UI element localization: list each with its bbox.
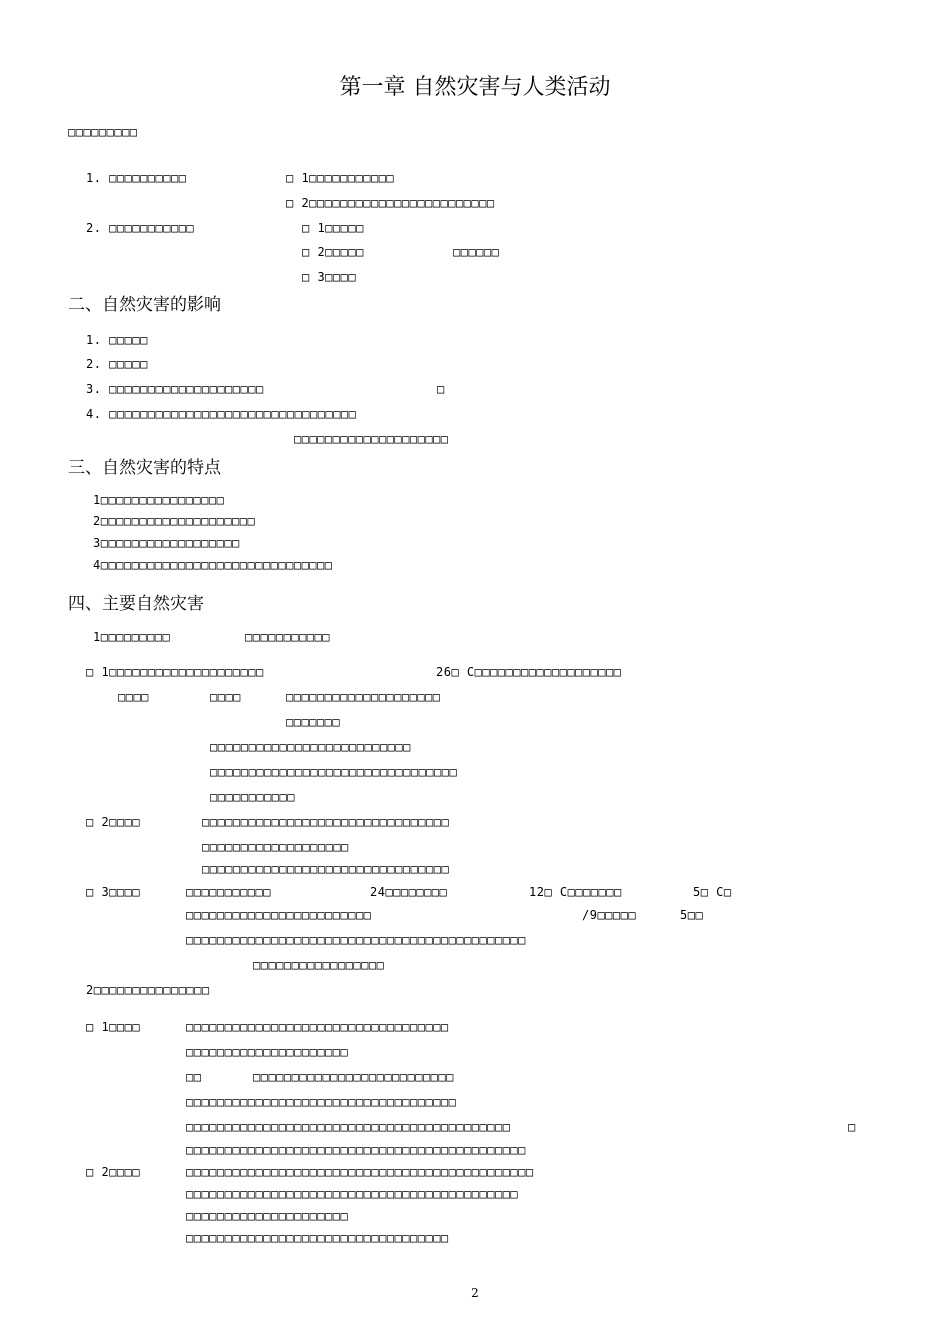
section-4-heading: 四、主要自然灾害 bbox=[68, 594, 204, 614]
list-item: 3□□□□□□□□□□□□□□□□□□ bbox=[93, 536, 240, 550]
list-item: □□□□□□□□□□□□□□□□□□□□□ bbox=[186, 1209, 349, 1223]
list-item: □□□□□□□□□□□□□□□□□□□□□□□□□□□□□□□□ bbox=[210, 765, 458, 779]
list-item: □□□□□□□□□□□□□□□□□□□□□□□□□□□□□□□□ bbox=[202, 862, 450, 876]
list-item: □□□□□□□□□□□□□□□□□□□□ bbox=[294, 432, 449, 446]
list-item: □□□□□□□□□□□□□□□□□□□□□ bbox=[186, 1045, 349, 1059]
list-item: 1□□□□□□□□□ bbox=[93, 630, 171, 644]
list-item: 2□□□□□□□□□□□□□□□□□□□□ bbox=[93, 514, 256, 528]
list-item: 2. □□□□□ bbox=[86, 357, 148, 371]
list-item: 5□ C□ bbox=[693, 885, 732, 899]
list-item: □□□□□□□□□□□ bbox=[186, 885, 271, 899]
list-item: □□□□□□□□□□□□□□□□□□□□□□□□□□□□□□□□□□□□□□□□□□□□ bbox=[186, 1143, 526, 1157]
section-3-heading: 三、自然灾害的特点 bbox=[68, 458, 221, 478]
list-item: □□□□□□□□□□□□□□□□□□□□□□□□□□□□□□□□□□□□□□□□□□□□ bbox=[186, 933, 526, 947]
list-item: 1. □□□□□ bbox=[86, 333, 148, 347]
list-item: □ 1□□□□ bbox=[86, 1020, 141, 1034]
list-item: □ 1□□□□□□□□□□□□□□□□□□□□ bbox=[86, 665, 264, 679]
list-item: □ 3□□□□ bbox=[302, 270, 357, 284]
list-item: □ 2□□□□□□□□□□□□□□□□□□□□□□□□ bbox=[286, 196, 495, 210]
list-item: 2. □□□□□□□□□□□ bbox=[86, 221, 195, 235]
list-item: □ bbox=[437, 382, 445, 396]
list-item: 5□□ bbox=[680, 908, 704, 922]
list-item: 4□□□□□□□□□□□□□□□□□□□□□□□□□□□□□□ bbox=[93, 558, 333, 572]
list-item: □□□□□□□□□□□□□□□□□□□□□□□□□□ bbox=[253, 1070, 454, 1084]
page-title: 第一章 自然灾害与人类活动 bbox=[339, 75, 611, 100]
page-number: 2 bbox=[471, 1286, 479, 1300]
list-item: □ 2□□□□ bbox=[86, 815, 141, 829]
list-item: □□ bbox=[186, 1070, 202, 1084]
list-item: □ 2□□□□ bbox=[86, 1165, 141, 1179]
list-item: □□□□□□□□□□□□□□□□□□□□□□□□□□□□□□□□□□□□□□□□□□ bbox=[186, 1120, 511, 1134]
list-item: □□□□□□□ bbox=[286, 715, 341, 729]
list-item: /9□□□□□ bbox=[582, 908, 637, 922]
list-item: □□□□□□□□□□□□□□□□□□□□□□□□□□□□□□□□□□□ bbox=[186, 1095, 457, 1109]
list-item: □□□□□□□□□□□□□□□□□□□□□□□□□□□□□□□□ bbox=[202, 815, 450, 829]
list-item: 4. □□□□□□□□□□□□□□□□□□□□□□□□□□□□□□□□ bbox=[86, 407, 357, 421]
list-item: □□□□□□□□□□□□□□□□□□□□□□□□□□□□□□□□□□□□□□□□□□□□□ bbox=[186, 1165, 534, 1179]
list-item: □□□□□□□□□□□□□□□□□□□□□□□□□□ bbox=[210, 740, 411, 754]
list-item: 1. □□□□□□□□□□ bbox=[86, 171, 187, 185]
list-item: □□□□□□□□□□□□□□□□□□□□□□□□□□□□□□□□□□□□□□□□□□□ bbox=[186, 1187, 519, 1201]
list-item: 12□ C□□□□□□□ bbox=[529, 885, 622, 899]
list-item: 1□□□□□□□□□□□□□□□□ bbox=[93, 493, 225, 507]
list-item: □□□□□□□□□□□ bbox=[210, 790, 295, 804]
list-item: □□□□□□□□□□□□□□□□□□□□ bbox=[286, 690, 441, 704]
list-item: □ 1□□□□□□□□□□□ bbox=[286, 171, 395, 185]
list-item: □□□□ bbox=[210, 690, 241, 704]
list-item: 3. □□□□□□□□□□□□□□□□□□□□ bbox=[86, 382, 264, 396]
list-item: □□□□□□ bbox=[453, 245, 500, 259]
list-item: □□□□□□□□□□□□□□□□□□□□□□□□ bbox=[186, 908, 372, 922]
list-item: □□□□□□□□□□□□□□□□□□□□□□□□□□□□□□□□□□ bbox=[186, 1020, 449, 1034]
list-item: □ bbox=[848, 1120, 856, 1134]
section-2-heading: 二、自然灾害的影响 bbox=[68, 295, 221, 315]
list-item: 24□□□□□□□□ bbox=[370, 885, 448, 899]
section-1-heading: □□□□□□□□□ bbox=[68, 125, 138, 139]
list-item: □□□□ bbox=[118, 690, 149, 704]
list-item: □□□□□□□□□□□□□□□□□□□□□□□□□□□□□□□□□□ bbox=[186, 1231, 449, 1245]
list-item: □□□□□□□□□□□ bbox=[245, 630, 330, 644]
list-item: 2□□□□□□□□□□□□□□□ bbox=[86, 983, 210, 997]
list-item: □ 2□□□□□ bbox=[302, 245, 364, 259]
list-item: □ 3□□□□ bbox=[86, 885, 141, 899]
list-item: □□□□□□□□□□□□□□□□□□□ bbox=[202, 840, 349, 854]
list-item: □ 1□□□□□ bbox=[302, 221, 364, 235]
list-item: □□□□□□□□□□□□□□□□□ bbox=[253, 958, 385, 972]
list-item: 26□ C□□□□□□□□□□□□□□□□□□□ bbox=[436, 665, 622, 679]
